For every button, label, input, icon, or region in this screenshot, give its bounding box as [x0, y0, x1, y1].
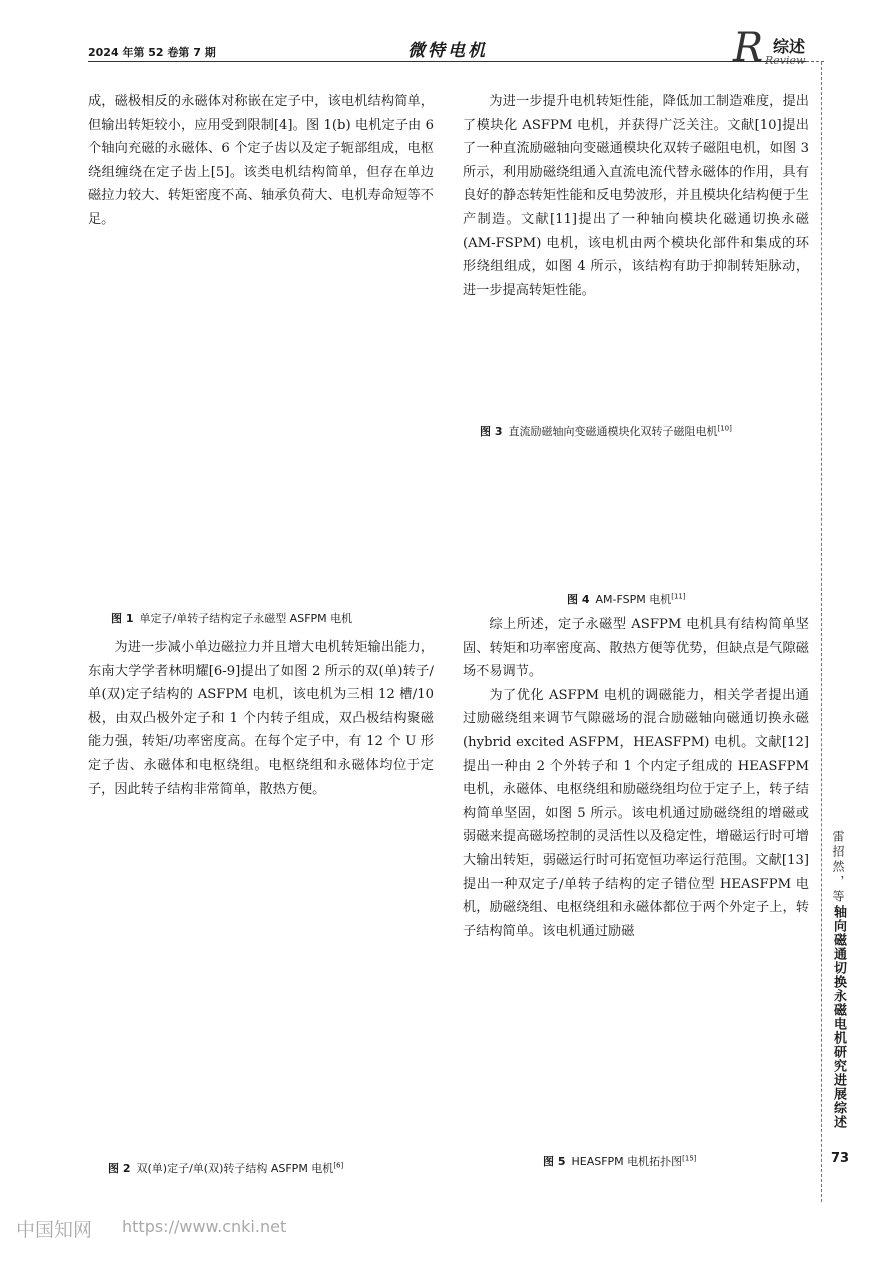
- review-logo-letter: R: [733, 25, 764, 71]
- watermark-url[interactable]: https://www.cnki.net: [122, 1217, 287, 1236]
- figure-label: 图 4: [567, 593, 590, 606]
- caption-text: HEASFPM 电机拓扑图: [571, 1155, 683, 1168]
- paragraph: 成，磁极相反的永磁体对称嵌在定子中，该电机结构简单，但输出转矩较小，应用受到限制[4]。图 1(b) 电机定子由 6 个轴向充磁的永磁体、6 个定子齿以及定子轭部组成，电枢绕组缠绕在定子齿上[5]。该类电机结构简单，但存在单边磁拉力较大、转矩密度不高、轴承负荷大、电机寿命短等不足。: [88, 94, 434, 227]
- journal-name: 微特电机: [408, 41, 488, 61]
- sidebar-authors: 雷招然，等: [831, 830, 845, 905]
- citation: [10]: [717, 424, 732, 433]
- figure-label: 图 1: [111, 612, 134, 625]
- figure-2-caption: [108, 1160, 343, 1176]
- column-right-top: [463, 90, 809, 302]
- caption-text: AM-FSPM 电机: [595, 593, 672, 606]
- page-number: 73: [831, 1151, 850, 1166]
- paragraph: 综上所述，定子永磁型 ASFPM 电机具有结构简单坚固、转矩和功率密度高、散热方便等优势，但缺点是气隙磁场不易调节。: [463, 617, 809, 680]
- paragraph: 为了优化 ASFPM 电机的调磁能力，相关学者提出通过励磁绕组来调节气隙磁场的混合励磁轴向磁通切换永磁 (hybrid excited ASFPM，HEASFPM) 电机。文献[12]提出一种由 2 个外转子和 1 个内定子组成的 HEASFPM 电机，永磁体、电枢绕组和励磁绕组均位于定子上，转子结构简单坚固，如图 5 所示。该电机通过励磁绕组的增磁或弱磁来提高磁场控制的灵活性以及稳定性，增磁运行时可增大输出转矩，弱磁运行时可拓宽恒功率运行范围。文献[13]提出一种双定子/单转子结构的定子错位型 HEASFPM 电机，励磁绕组、电枢绕组和永磁体都位于两个外定子上，转子结构简单。该电机通过励磁: [463, 687, 809, 939]
- column-right-bottom: [463, 613, 809, 943]
- caption-text: 单定子/单转子结构定子永磁型 ASFPM 电机: [139, 612, 353, 625]
- figure-1-caption: [111, 610, 352, 626]
- section-title: 综述: [773, 37, 806, 56]
- header-rule: [88, 61, 806, 62]
- paragraph: 为进一步提升电机转矩性能，降低加工制造难度，提出了模块化 ASFPM 电机，并获得广泛关注。文献[10]提出了一种直流励磁轴向变磁通模块化双转子磁阻电机，如图 3 所示，利用励磁绕组通入直流电流代替永磁体的作用，具有良好的静态转矩性能和反电势波形，并且模块化结构便于生产制造。文献[11]提出了一种轴向模块化磁通切换永磁 (AM-FSPM) 电机，该电机由两个模块化部件和集成的环形绕组组成，如图 4 所示，该结构有助于抑制转矩脉动，进一步提高转矩性能。: [463, 94, 809, 298]
- paragraph: 为进一步减小单边磁拉力并且增大电机转矩输出能力，东南大学学者林明耀[6-9]提出了如图 2 所示的双(单)转子/单(双)定子结构的 ASFPM 电机，该电机为三相 12 槽/10 极，由双凸极外定子和 1 个内转子组成，双凸极结构聚磁能力强，转矩/功率密度高。在每个定子中，有 12 个 U 形定子齿、永磁体和电枢绕组。电枢绕组和永磁体均位于定子，因此转子结构非常简单，散热方便。: [88, 640, 434, 797]
- figure-5-caption: [543, 1153, 697, 1169]
- section-title-en: Review: [765, 54, 806, 67]
- sidebar-divider: [821, 62, 822, 1202]
- figure-3-caption: [480, 423, 732, 439]
- issue-info: 2024 年第 52 卷第 7 期: [88, 46, 216, 59]
- caption-text: 直流励磁轴向变磁通模块化双转子磁阻电机: [508, 425, 718, 438]
- citation: [6]: [333, 1161, 344, 1170]
- sidebar-article-title: 轴向磁通切换永磁电机研究进展综述: [831, 905, 846, 1129]
- column-left-top: [88, 90, 434, 232]
- citation: [11]: [671, 592, 686, 601]
- figure-4-caption: [567, 591, 686, 607]
- watermark-cnki: 中国知网: [16, 1219, 93, 1241]
- caption-text: 双(单)定子/单(双)转子结构 ASFPM 电机: [136, 1162, 334, 1175]
- citation: [15]: [682, 1154, 697, 1163]
- figure-label: 图 5: [543, 1155, 566, 1168]
- column-left-bottom: [88, 636, 434, 801]
- figure-label: 图 3: [480, 425, 503, 438]
- figure-label: 图 2: [108, 1162, 131, 1175]
